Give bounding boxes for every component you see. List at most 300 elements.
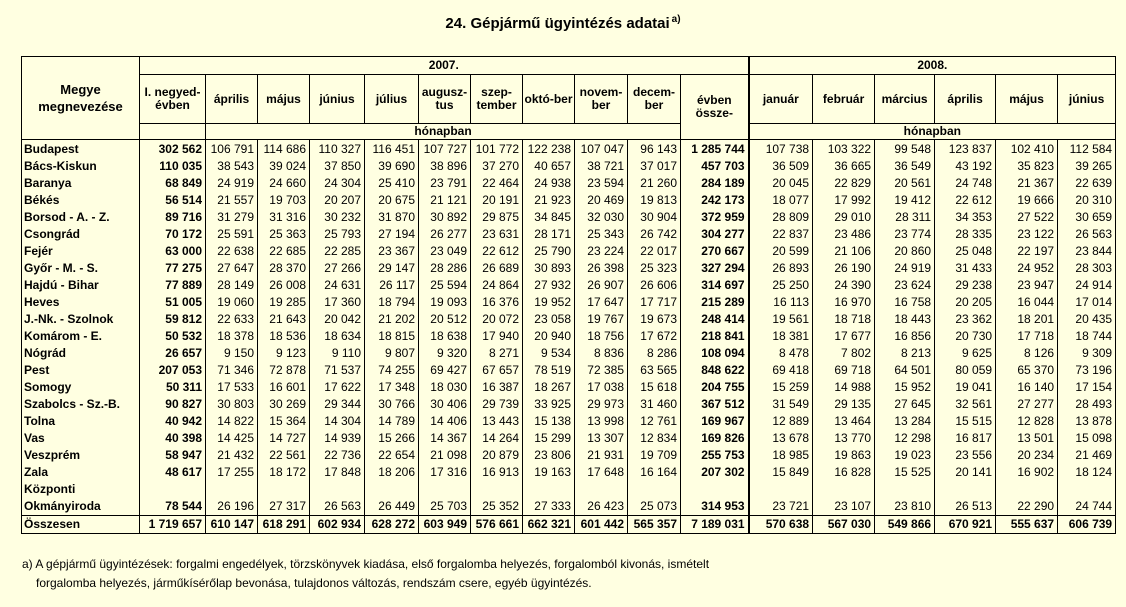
month-2007-value (628, 481, 681, 498)
county-name: Baranya (22, 175, 140, 192)
month-2007-value: 26 423 (575, 498, 628, 516)
month-2008-value: 24 390 (813, 277, 875, 294)
county-name: Csongrád (22, 226, 140, 243)
month-2008-value: 8 478 (749, 345, 813, 362)
month-2007-value: 30 766 (365, 396, 419, 413)
month-2008-value: 23 624 (875, 277, 935, 294)
month-2008-value: 23 107 (813, 498, 875, 516)
annual-total-value: 314 697 (681, 277, 749, 294)
month-2007-value: 14 367 (419, 430, 471, 447)
quarter-value: 59 812 (140, 311, 206, 328)
month-2007-value: 13 307 (575, 430, 628, 447)
month-2008-value: 19 412 (875, 192, 935, 209)
month-2007-value: 28 370 (258, 260, 310, 277)
month-2008-value (935, 481, 996, 498)
month-2007-value: 37 017 (628, 158, 681, 175)
month-2007-value: 610 147 (206, 516, 258, 534)
month-2007-value: 20 469 (575, 192, 628, 209)
annual-total-value: 270 667 (681, 243, 749, 260)
month-header-2008: június (1058, 75, 1116, 124)
month-2008-value: 22 290 (996, 498, 1058, 516)
month-2008-value: 20 045 (749, 175, 813, 192)
month-2008-value: 25 250 (749, 277, 813, 294)
month-2008-value: 567 030 (813, 516, 875, 534)
month-2008-value: 570 638 (749, 516, 813, 534)
month-2008-value: 65 370 (996, 362, 1058, 379)
month-2007-value: 40 657 (523, 158, 575, 175)
month-2007-value: 21 432 (206, 447, 258, 464)
month-2007-value: 19 673 (628, 311, 681, 328)
month-2008-value: 18 124 (1058, 464, 1116, 481)
month-2007-value: 602 934 (310, 516, 365, 534)
month-2007-value: 20 072 (471, 311, 523, 328)
month-header-2007: június (310, 75, 365, 124)
month-2008-value: 7 802 (813, 345, 875, 362)
month-2007-value: 39 024 (258, 158, 310, 175)
month-2007-value: 22 561 (258, 447, 310, 464)
month-2008-value: 13 878 (1058, 413, 1116, 430)
month-2007-value: 26 606 (628, 277, 681, 294)
month-2007-value: 22 638 (206, 243, 258, 260)
month-header-2007: április (206, 75, 258, 124)
month-2008-value: 13 501 (996, 430, 1058, 447)
month-2007-value: 29 739 (471, 396, 523, 413)
month-2007-value (523, 481, 575, 498)
month-2008-value: 21 469 (1058, 447, 1116, 464)
month-2007-value: 15 618 (628, 379, 681, 396)
annual-total-value: 1 285 744 (681, 140, 749, 159)
month-2007-value: 17 348 (365, 379, 419, 396)
month-2007-value: 26 907 (575, 277, 628, 294)
month-2007-value: 13 998 (575, 413, 628, 430)
month-2007-value: 17 622 (310, 379, 365, 396)
month-2008-value (996, 481, 1058, 498)
month-2007-value: 16 601 (258, 379, 310, 396)
month-2007-value: 16 387 (471, 379, 523, 396)
month-2007-value: 15 266 (365, 430, 419, 447)
month-2007-value: 63 565 (628, 362, 681, 379)
annual-total-value: 367 512 (681, 396, 749, 413)
month-2007-value: 29 344 (310, 396, 365, 413)
month-2007-value: 12 761 (628, 413, 681, 430)
month-2007-value: 20 675 (365, 192, 419, 209)
month-2008-value: 21 367 (996, 175, 1058, 192)
month-2008-value: 20 234 (996, 447, 1058, 464)
month-2007-value: 603 949 (419, 516, 471, 534)
month-2008-value: 32 561 (935, 396, 996, 413)
month-2008-value: 15 849 (749, 464, 813, 481)
month-2007-value: 22 633 (206, 311, 258, 328)
month-2008-value: 13 770 (813, 430, 875, 447)
month-2008-value: 18 201 (996, 311, 1058, 328)
month-2007-value: 13 443 (471, 413, 523, 430)
county-name: Budapest (22, 140, 140, 159)
month-2008-value: 34 353 (935, 209, 996, 226)
month-2008-value: 29 010 (813, 209, 875, 226)
month-2007-value: 23 791 (419, 175, 471, 192)
month-2008-value: 23 486 (813, 226, 875, 243)
month-2007-value: 28 149 (206, 277, 258, 294)
table-row (22, 379, 1116, 396)
table-row (22, 260, 1116, 277)
annual-total-value: 248 414 (681, 311, 749, 328)
month-2008-value: 27 645 (875, 396, 935, 413)
month-2007-value: 17 648 (575, 464, 628, 481)
month-2007-value: 19 285 (258, 294, 310, 311)
month-2008-value: 36 549 (875, 158, 935, 175)
month-2008-value: 18 077 (749, 192, 813, 209)
month-2008-value: 19 561 (749, 311, 813, 328)
month-2008-value: 16 044 (996, 294, 1058, 311)
month-2008-value: 31 433 (935, 260, 996, 277)
month-2007-value: 25 594 (419, 277, 471, 294)
month-2008-value: 8 213 (875, 345, 935, 362)
month-2007-value: 21 923 (523, 192, 575, 209)
table-row (22, 481, 1116, 498)
county-name: Központi (22, 481, 140, 498)
month-2007-value: 25 703 (419, 498, 471, 516)
month-2007-value: 27 317 (258, 498, 310, 516)
month-2007-value: 19 767 (575, 311, 628, 328)
month-2007-value: 9 534 (523, 345, 575, 362)
year-2007-header: 2007. (140, 57, 749, 75)
month-2008-value: 23 122 (996, 226, 1058, 243)
month-2008-value: 103 322 (813, 140, 875, 159)
month-2008-value: 15 515 (935, 413, 996, 430)
month-2007-value: 9 807 (365, 345, 419, 362)
month-2008-value: 22 197 (996, 243, 1058, 260)
month-2008-value: 14 988 (813, 379, 875, 396)
month-2007-value: 9 123 (258, 345, 310, 362)
month-2007-value: 22 464 (471, 175, 523, 192)
month-2007-value (575, 481, 628, 498)
month-2007-value: 18 794 (365, 294, 419, 311)
month-2008-value: 23 556 (935, 447, 996, 464)
quarter-value: 56 514 (140, 192, 206, 209)
footnote-line: forgalomba helyezés, járműkísérőlap bevonása, tulajdonos változás, rendszám csere, egyéb ügyintézés. (36, 576, 592, 590)
month-2008-value: 20 435 (1058, 311, 1116, 328)
month-2008-value: 19 863 (813, 447, 875, 464)
quarter-value: 40 942 (140, 413, 206, 430)
month-2008-value: 8 126 (996, 345, 1058, 362)
month-2007-value: 18 815 (365, 328, 419, 345)
month-2008-value: 23 947 (996, 277, 1058, 294)
month-2008-value: 20 141 (935, 464, 996, 481)
month-2008-value: 28 493 (1058, 396, 1116, 413)
month-2007-value: 14 939 (310, 430, 365, 447)
month-2007-value: 9 110 (310, 345, 365, 362)
month-2007-value: 14 304 (310, 413, 365, 430)
month-2007-value: 8 836 (575, 345, 628, 362)
month-2008-value: 17 154 (1058, 379, 1116, 396)
month-2008-value: 18 985 (749, 447, 813, 464)
table-row (22, 498, 1116, 516)
quarter-value: 50 532 (140, 328, 206, 345)
unit-header-2008: hónapban (749, 124, 1116, 140)
month-2008-value: 24 914 (1058, 277, 1116, 294)
county-name: Fejér (22, 243, 140, 260)
month-2007-value: 106 791 (206, 140, 258, 159)
county-name: Vas (22, 430, 140, 447)
month-2007-value: 26 117 (365, 277, 419, 294)
month-2007-value (365, 481, 419, 498)
annual-total-value: 207 302 (681, 464, 749, 481)
table-row (22, 396, 1116, 413)
month-2007-value: 9 320 (419, 345, 471, 362)
month-2008-value (813, 481, 875, 498)
month-2007-value: 38 721 (575, 158, 628, 175)
month-2008-value: 22 639 (1058, 175, 1116, 192)
county-name: Komárom - E. (22, 328, 140, 345)
title-text: 24. Gépjármű ügyintézés adatai (445, 15, 670, 32)
county-name: Somogy (22, 379, 140, 396)
quarter-value: 50 311 (140, 379, 206, 396)
month-2008-value: 28 303 (1058, 260, 1116, 277)
month-2008-value: 23 844 (1058, 243, 1116, 260)
month-2007-value: 23 049 (419, 243, 471, 260)
month-2008-value: 29 135 (813, 396, 875, 413)
table-row (22, 447, 1116, 464)
county-name: Békés (22, 192, 140, 209)
month-2007-value: 26 563 (310, 498, 365, 516)
table-row (22, 243, 1116, 260)
month-2007-value: 107 047 (575, 140, 628, 159)
county-column-header: Megye megnevezése (22, 57, 140, 140)
month-2007-value: 26 449 (365, 498, 419, 516)
quarter-value: 89 716 (140, 209, 206, 226)
annual-total-value: 255 753 (681, 447, 749, 464)
annual-total-value: 314 953 (681, 498, 749, 516)
month-2008-value: 18 718 (813, 311, 875, 328)
month-2008-value: 15 098 (1058, 430, 1116, 447)
month-2007-value: 26 008 (258, 277, 310, 294)
quarter-value: 70 172 (140, 226, 206, 243)
table-row (22, 345, 1116, 362)
month-2008-value: 9 309 (1058, 345, 1116, 362)
month-2007-value: 71 537 (310, 362, 365, 379)
month-2008-value: 17 677 (813, 328, 875, 345)
annual-total-value: 457 703 (681, 158, 749, 175)
month-2007-value: 116 451 (365, 140, 419, 159)
month-2007-value: 17 672 (628, 328, 681, 345)
month-2007-value: 25 343 (575, 226, 628, 243)
month-2007-value: 22 017 (628, 243, 681, 260)
month-header-2008: május (996, 75, 1058, 124)
month-2008-value: 99 548 (875, 140, 935, 159)
month-2008-value: 31 549 (749, 396, 813, 413)
month-2008-value: 123 837 (935, 140, 996, 159)
month-2007-value: 67 657 (471, 362, 523, 379)
month-2008-value: 36 509 (749, 158, 813, 175)
month-2008-value: 23 774 (875, 226, 935, 243)
month-2007-value: 9 150 (206, 345, 258, 362)
month-2008-value: 27 277 (996, 396, 1058, 413)
month-2007-value: 16 164 (628, 464, 681, 481)
month-2008-value: 18 381 (749, 328, 813, 345)
month-2007-value: 69 427 (419, 362, 471, 379)
month-2007-value: 23 631 (471, 226, 523, 243)
month-2007-value: 72 878 (258, 362, 310, 379)
quarter-unit-blank (140, 124, 206, 140)
month-2007-value: 17 717 (628, 294, 681, 311)
month-2008-value: 12 298 (875, 430, 935, 447)
table-row (22, 140, 1116, 159)
month-2008-value: 20 561 (875, 175, 935, 192)
month-2007-value: 96 143 (628, 140, 681, 159)
month-2007-value: 21 931 (575, 447, 628, 464)
month-2007-value: 12 834 (628, 430, 681, 447)
month-2007-value: 29 147 (365, 260, 419, 277)
quarter-value: 58 947 (140, 447, 206, 464)
month-2007-value: 15 364 (258, 413, 310, 430)
month-2008-value: 102 410 (996, 140, 1058, 159)
month-2008-value: 28 335 (935, 226, 996, 243)
month-2007-value (471, 481, 523, 498)
month-2008-value: 16 828 (813, 464, 875, 481)
month-2007-value: 565 357 (628, 516, 681, 534)
annual-total-value: 169 967 (681, 413, 749, 430)
table-row (22, 362, 1116, 379)
month-2008-value: 20 730 (935, 328, 996, 345)
month-2007-value: 17 848 (310, 464, 365, 481)
month-header-2007: július (365, 75, 419, 124)
month-2007-value (206, 481, 258, 498)
month-2007-value: 618 291 (258, 516, 310, 534)
month-2008-value: 26 563 (1058, 226, 1116, 243)
month-2007-value: 22 685 (258, 243, 310, 260)
quarter-header: I. negyed-évben (140, 75, 206, 124)
month-2007-value: 74 255 (365, 362, 419, 379)
month-2007-value: 37 850 (310, 158, 365, 175)
county-name: Veszprém (22, 447, 140, 464)
unit-header-2007: hónapban (206, 124, 681, 140)
table-row (22, 430, 1116, 447)
month-2008-value (749, 481, 813, 498)
month-2008-value (1058, 481, 1116, 498)
month-2008-value: 17 014 (1058, 294, 1116, 311)
month-2007-value: 21 643 (258, 311, 310, 328)
month-2007-value: 19 093 (419, 294, 471, 311)
month-2007-value: 19 952 (523, 294, 575, 311)
month-2007-value: 21 098 (419, 447, 471, 464)
quarter-value: 302 562 (140, 140, 206, 159)
month-2007-value: 27 266 (310, 260, 365, 277)
month-2007-value: 19 163 (523, 464, 575, 481)
quarter-value: 77 275 (140, 260, 206, 277)
month-2007-value: 25 790 (523, 243, 575, 260)
month-2008-value: 22 612 (935, 192, 996, 209)
month-header-2007: május (258, 75, 310, 124)
month-2008-value: 29 238 (935, 277, 996, 294)
month-2008-value: 12 828 (996, 413, 1058, 430)
annual-total-value: 215 289 (681, 294, 749, 311)
month-2007-value: 16 376 (471, 294, 523, 311)
quarter-value: 40 398 (140, 430, 206, 447)
month-2007-value: 24 919 (206, 175, 258, 192)
county-name: Bács-Kiskun (22, 158, 140, 175)
table-body (22, 140, 1116, 534)
month-header-2007: decem-ber (628, 75, 681, 124)
month-2007-value: 31 870 (365, 209, 419, 226)
month-2007-value: 20 042 (310, 311, 365, 328)
quarter-value: 51 005 (140, 294, 206, 311)
table-row (22, 192, 1116, 209)
month-2007-value: 22 736 (310, 447, 365, 464)
month-2007-value: 18 378 (206, 328, 258, 345)
month-2007-value: 30 269 (258, 396, 310, 413)
month-2007-value: 31 460 (628, 396, 681, 413)
month-2007-value: 18 206 (365, 464, 419, 481)
month-2008-value: 21 106 (813, 243, 875, 260)
month-2008-value: 28 809 (749, 209, 813, 226)
month-2007-value: 32 030 (575, 209, 628, 226)
month-header-2008: február (813, 75, 875, 124)
month-2007-value: 30 406 (419, 396, 471, 413)
quarter-value: 26 657 (140, 345, 206, 362)
data-table (21, 56, 1116, 534)
county-name: Pest (22, 362, 140, 379)
annual-total-value: 242 173 (681, 192, 749, 209)
month-2008-value: 64 501 (875, 362, 935, 379)
month-2008-value: 24 952 (996, 260, 1058, 277)
month-2007-value: 17 038 (575, 379, 628, 396)
month-header-2008: március (875, 75, 935, 124)
month-2007-value: 27 194 (365, 226, 419, 243)
month-2008-value: 23 362 (935, 311, 996, 328)
county-name: Tolna (22, 413, 140, 430)
month-2008-value: 112 584 (1058, 140, 1116, 159)
month-2008-value: 549 866 (875, 516, 935, 534)
annual-total-value: 169 826 (681, 430, 749, 447)
month-2008-value: 15 525 (875, 464, 935, 481)
month-2008-value (875, 481, 935, 498)
annual-total-value: 372 959 (681, 209, 749, 226)
month-2007-value: 25 073 (628, 498, 681, 516)
table-row (22, 175, 1116, 192)
month-2008-value: 13 678 (749, 430, 813, 447)
table-row (22, 311, 1116, 328)
month-2007-value: 114 686 (258, 140, 310, 159)
month-2007-value: 17 316 (419, 464, 471, 481)
month-2007-value: 39 690 (365, 158, 419, 175)
month-2007-value: 27 932 (523, 277, 575, 294)
month-2008-value: 24 919 (875, 260, 935, 277)
month-2007-value: 22 654 (365, 447, 419, 464)
month-2007-value: 24 864 (471, 277, 523, 294)
month-2007-value: 23 594 (575, 175, 628, 192)
month-2007-value: 21 260 (628, 175, 681, 192)
month-header-2007: októ-ber (523, 75, 575, 124)
month-2008-value: 9 625 (935, 345, 996, 362)
month-2007-value: 16 913 (471, 464, 523, 481)
month-2007-value: 21 202 (365, 311, 419, 328)
month-2007-value: 23 806 (523, 447, 575, 464)
month-2007-value: 30 232 (310, 209, 365, 226)
month-2007-value: 28 286 (419, 260, 471, 277)
quarter-value: 207 053 (140, 362, 206, 379)
quarter-value: 78 544 (140, 498, 206, 516)
month-2007-value: 26 689 (471, 260, 523, 277)
month-2007-value: 20 207 (310, 192, 365, 209)
month-2008-value: 15 259 (749, 379, 813, 396)
month-2007-value: 17 940 (471, 328, 523, 345)
month-2007-value (258, 481, 310, 498)
month-2007-value: 26 398 (575, 260, 628, 277)
month-2007-value: 14 727 (258, 430, 310, 447)
month-2007-value: 23 367 (365, 243, 419, 260)
month-2007-value: 24 304 (310, 175, 365, 192)
month-2007-value: 34 845 (523, 209, 575, 226)
